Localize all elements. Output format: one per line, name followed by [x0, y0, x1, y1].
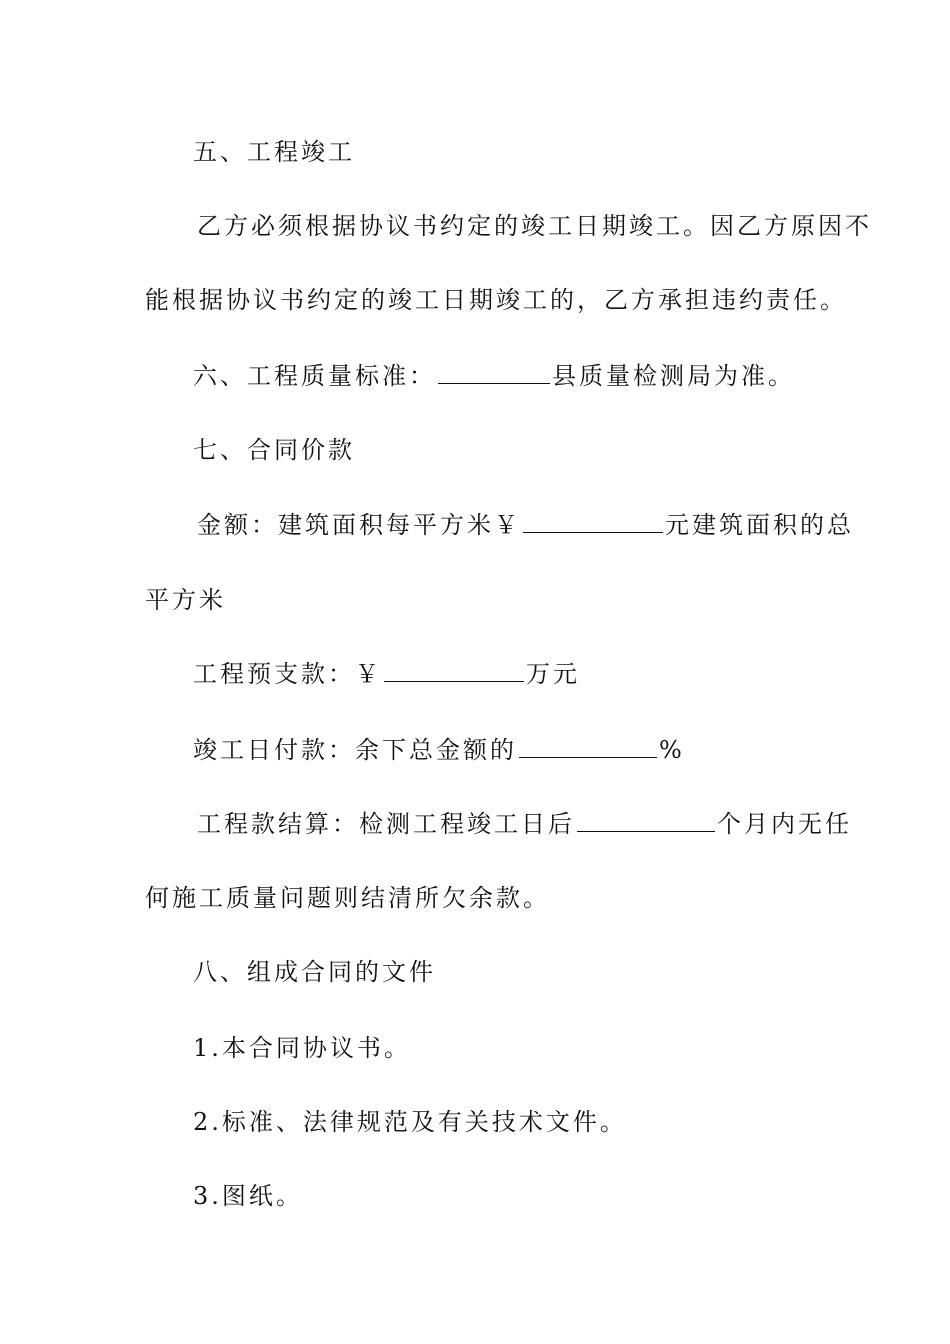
section8-heading-text: 八、组成合同的文件 [193, 958, 436, 986]
quality-standard-blank [438, 361, 550, 384]
section5-paragraph-line2 [145, 285, 847, 315]
list-item-3-text: 3.图纸。 [193, 1182, 303, 1210]
settlement-prefix: 工程款结算：检测工程竣工日后 [197, 810, 575, 838]
prepay-prefix: 工程预支款：￥ [193, 660, 382, 688]
section5-paragraph-line1 [197, 211, 872, 241]
list-item-2-text: 2.标准、法律规范及有关技术文件。 [193, 1108, 627, 1136]
completion-payment-line [193, 735, 685, 765]
section8-heading [193, 957, 436, 987]
completion-payment-blank [519, 735, 657, 758]
settlement-months-blank [577, 809, 715, 832]
section5-paragraph-line2-text: 能根据协议书约定的竣工日期竣工的，乙方承担违约责任。 [145, 286, 847, 314]
section5-paragraph-line1-text: 乙方必须根据协议书约定的竣工日期竣工。因乙方原因不 [197, 212, 872, 240]
section7-heading [193, 435, 355, 465]
section6-line [193, 361, 795, 391]
settlement-suffix: 个月内无任 [717, 810, 852, 838]
amount-line1 [197, 510, 854, 540]
list-item-2 [193, 1107, 627, 1137]
unit-price-blank [523, 510, 663, 533]
completion-payment-suffix: % [659, 736, 685, 764]
amount-line2-text: 平方米 [145, 586, 226, 614]
settlement-line2 [145, 883, 550, 913]
amount-prefix: 金额：建筑面积每平方米￥ [197, 511, 521, 539]
section5-heading [193, 137, 355, 167]
section7-heading-text: 七、合同价款 [193, 436, 355, 464]
list-item-1 [193, 1033, 411, 1063]
settlement-line1 [197, 809, 852, 839]
amount-suffix: 元建筑面积的总 [665, 511, 854, 539]
section6-suffix: 县质量检测局为准。 [552, 362, 795, 390]
section6-prefix: 六、工程质量标准： [193, 362, 436, 390]
prepay-suffix: 万元 [526, 660, 580, 688]
list-item-1-text: 1.本合同协议书。 [193, 1034, 411, 1062]
list-item-3 [193, 1181, 303, 1211]
prepay-blank [384, 659, 524, 682]
amount-line2 [145, 585, 226, 615]
prepay-line [193, 659, 580, 689]
completion-payment-prefix: 竣工日付款：余下总金额的 [193, 736, 517, 764]
settlement-line2-text: 何施工质量问题则结清所欠余款。 [145, 884, 550, 912]
section5-heading-text: 五、工程竣工 [193, 138, 355, 166]
